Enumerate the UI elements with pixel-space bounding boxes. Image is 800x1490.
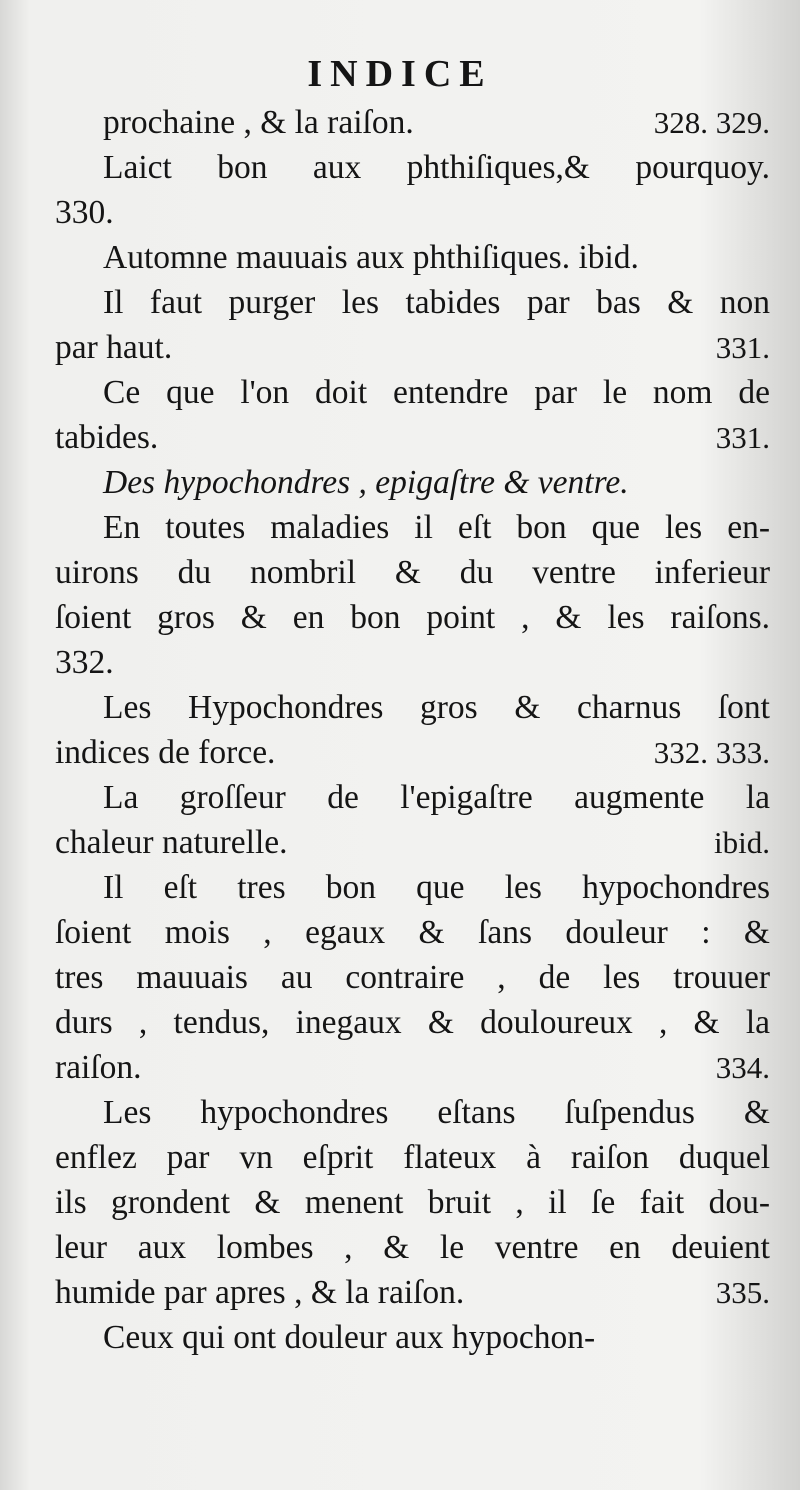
- index-entry-line: 332.: [55, 644, 114, 681]
- section-heading: Des hypochondres , epigaſtre & ventre.: [103, 464, 629, 501]
- entry-text: raiſon.: [55, 1049, 142, 1086]
- index-entry-line-with-ref: [55, 325, 770, 370]
- index-entry-line: tres mauuais au contraire , de les trouuer: [55, 959, 770, 996]
- index-entry-line: ſoient gros & en bon point , & les raiſons.: [55, 599, 770, 636]
- page-reference: ibid.: [714, 825, 770, 860]
- entry-text: prochaine , & la raiſon.: [103, 104, 414, 141]
- entry-text: chaleur naturelle.: [55, 824, 288, 861]
- entry-text: indices de force.: [55, 734, 276, 771]
- page-reference: 331.: [715, 420, 770, 455]
- index-entry-line: 330.: [55, 194, 114, 231]
- running-header: INDICE: [307, 53, 493, 95]
- index-entry-line: Ceux qui ont douleur aux hypochon-: [103, 1319, 596, 1356]
- index-entry-line: Il faut purger les tabides par bas & non: [103, 284, 770, 321]
- entry-text: par haut.: [55, 329, 173, 366]
- index-entry-line-with-ref: [55, 415, 770, 460]
- page-reference: 331.: [715, 330, 770, 365]
- index-entry-line: Laict bon aux phthiſiques,& pourquoy.: [103, 149, 770, 186]
- index-text: [55, 100, 770, 1360]
- index-entry-line: Automne mauuais aux phthiſiques. ibid.: [103, 239, 639, 276]
- index-entry-line-with-ref: [55, 1045, 770, 1090]
- index-entry-line: durs , tendus, inegaux & douloureux , & la: [55, 1004, 770, 1041]
- page-reference: 332. 333.: [653, 735, 770, 770]
- page-reference: 335.: [715, 1275, 770, 1310]
- index-entry-line: La groſſeur de l'epigaſtre augmente la: [103, 779, 770, 816]
- index-entry-line-with-ref: [55, 100, 770, 145]
- index-entry-line: Il eſt tres bon que les hypochondres: [103, 869, 770, 906]
- index-entry-line: ſoient mois , egaux & ſans douleur : &: [55, 914, 770, 951]
- index-entry-line: Les Hypochondres gros & charnus ſont: [103, 689, 770, 726]
- index-entry-line: Ce que l'on doit entendre par le nom de: [103, 374, 770, 411]
- entry-text: tabides.: [55, 419, 159, 456]
- index-entry-line-with-ref: [55, 820, 770, 865]
- index-entry-line-with-ref: [55, 1270, 770, 1315]
- index-entry-line: Les hypochondres eſtans ſuſpendus &: [103, 1094, 770, 1131]
- index-entry-line: uirons du nombril & du ventre inferieur: [55, 554, 770, 591]
- page-reference: 334.: [715, 1050, 770, 1085]
- index-entry-line: enflez par vn eſprit flateux à raiſon duquel: [55, 1139, 770, 1176]
- entry-text: humide par apres , & la raiſon.: [55, 1274, 465, 1311]
- page-reference: 328. 329.: [653, 105, 770, 140]
- index-entry-line: ils grondent & menent bruit , il ſe fait dou-: [55, 1184, 770, 1221]
- index-entry-line: leur aux lombes , & le ventre en deuient: [55, 1229, 770, 1266]
- index-entry-line: En toutes maladies il eſt bon que les en-: [103, 509, 770, 546]
- index-entry-line-with-ref: [55, 730, 770, 775]
